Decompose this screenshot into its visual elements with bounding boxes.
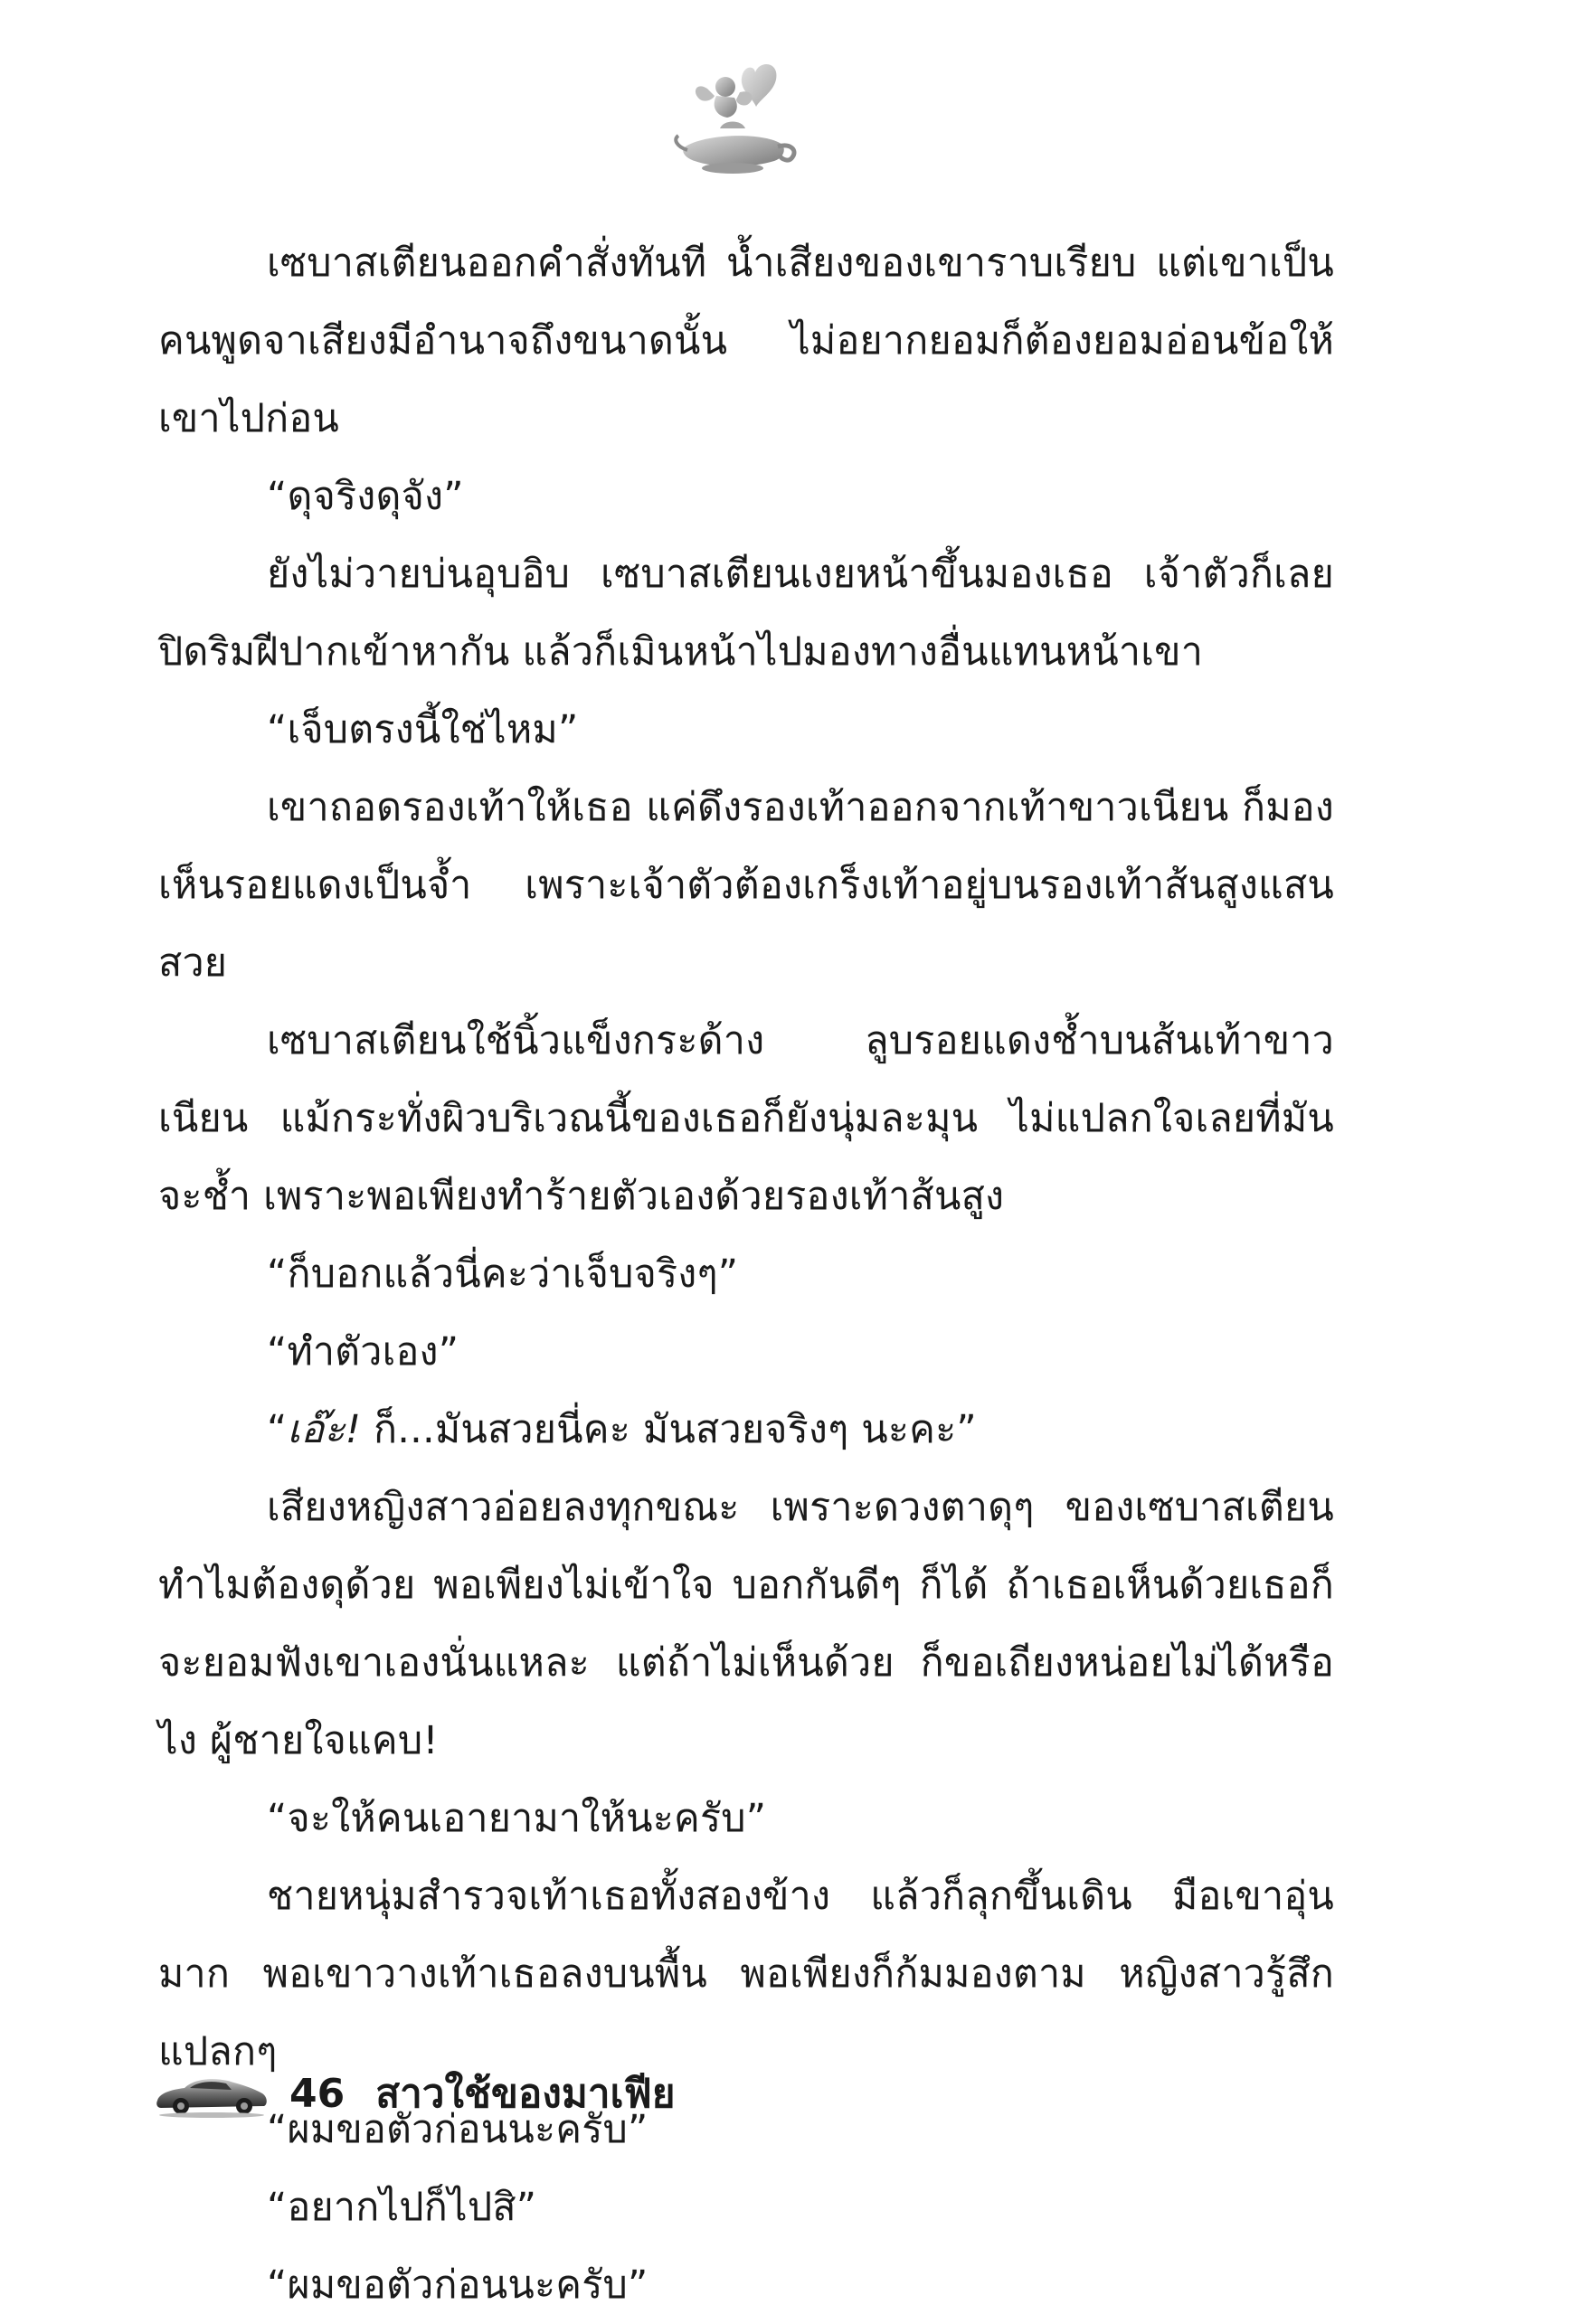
sports-car-icon [154, 2068, 270, 2119]
paragraph-6: ชายหนุ่มสำรวจเท้าเธอทั้งสองข้าง แล้วก็ลุกขึ้นเดิน มือเขาอุ่นมาก พอเขาวางเท้าเธอลงบนพื้น พอเพียงก็ก้มมองตาม หญิงสาวรู้สึกแปลกๆ [158, 1874, 1334, 2074]
paragraph-5: เสียงหญิงสาวอ่อยลงทุกขณะ เพราะดวงตาดุๆ ของเซบาสเตียนทำไมต้องดุด้วย พอเพียงไม่เข้าใจ บอกกันดีๆ ก็ได้ ถ้าเธอเห็นด้วยเธอก็จะยอมฟังเขาเองนั่นแหละ แต่ถ้าไม่เห็นด้วย ก็ขอเถียงหน่อยไม่ได้หรือไง ผู้ชายใจแคบ! [158, 1485, 1334, 1763]
dialogue-7: “ผมขอตัวก่อนนะครับ” [267, 2107, 648, 2152]
page-footer [154, 2053, 676, 2134]
dialogue-2: “เจ็บตรงนี้ใช่ไหม” [267, 707, 579, 752]
dialogue-8: “อยากไปก็ไปสิ” [267, 2185, 537, 2230]
dialogue-4: “ทำตัวเอง” [267, 1329, 459, 1375]
dialogue-5 [158, 1391, 1334, 1469]
page-number: 46 [289, 2070, 346, 2117]
paragraph-2: ยังไม่วายบ่นอุบอิบ เซบาสเตียนเงยหน้าขึ้นมองเธอ เจ้าตัวก็เลยปิดริมฝีปากเข้าหากัน แล้วก็เมินหน้าไปมองทางอื่นแทนหน้าเขา [158, 552, 1334, 675]
dialogue-3: “ก็บอกแล้วนี่คะว่าเจ็บจริงๆ” [267, 1252, 739, 1297]
dialogue-5-italic: เอ๊ะ! [287, 1407, 362, 1452]
dialogue-6: “จะให้คนเอายามาให้นะครับ” [267, 1796, 767, 1841]
dialogue-9: “ผมขอตัวก่อนนะครับ” [267, 2263, 648, 2308]
paragraph-4: เซบาสเตียนใช้นิ้วแข็งกระด้าง ลูบรอยแดงช้ำบนส้นเท้าขาวเนียน แม้กระทั่งผิวบริเวณนี้ของเธอก็ยังนุ่มละมุน ไม่แปลกใจเลยที่มันจะช้ำ เพราะพอเพียงทำร้ายตัวเองด้วยรองเท้าส้นสูง [158, 1018, 1334, 1219]
paragraph-3: เขาถอดรองเท้าให้เธอ แค่ดึงรองเท้าออกจากเท้าขาวเนียน ก็มองเห็นรอยแดงเป็นจ้ำ เพราะเจ้าตัวต้องเกร็งเท้าอยู่บนรองเท้าส้นสูงแสนสวย [158, 785, 1334, 986]
dialogue-5-open-quote: “ [267, 1407, 288, 1452]
cupid-teapot-ornament-icon [669, 56, 805, 183]
body-text [158, 224, 1334, 2324]
paragraph-1: เซบาสเตียนออกคำสั่งทันที น้ำเสียงของเขาราบเรียบ แต่เขาเป็นคนพูดจาเสียงมีอำนาจถึงขนาดนั้น ไม่อยากยอมก็ต้องยอมอ่อนข้อให้เขาไปก่อน [158, 241, 1334, 441]
dialogue-1: “ดุจริงดุจัง” [267, 474, 464, 519]
dialogue-5-rest: ก็...มันสวยนี่คะ มันสวยจริงๆ นะคะ” [361, 1407, 977, 1452]
book-title: สาวใช้ของมาเฟีย [375, 2071, 676, 2117]
